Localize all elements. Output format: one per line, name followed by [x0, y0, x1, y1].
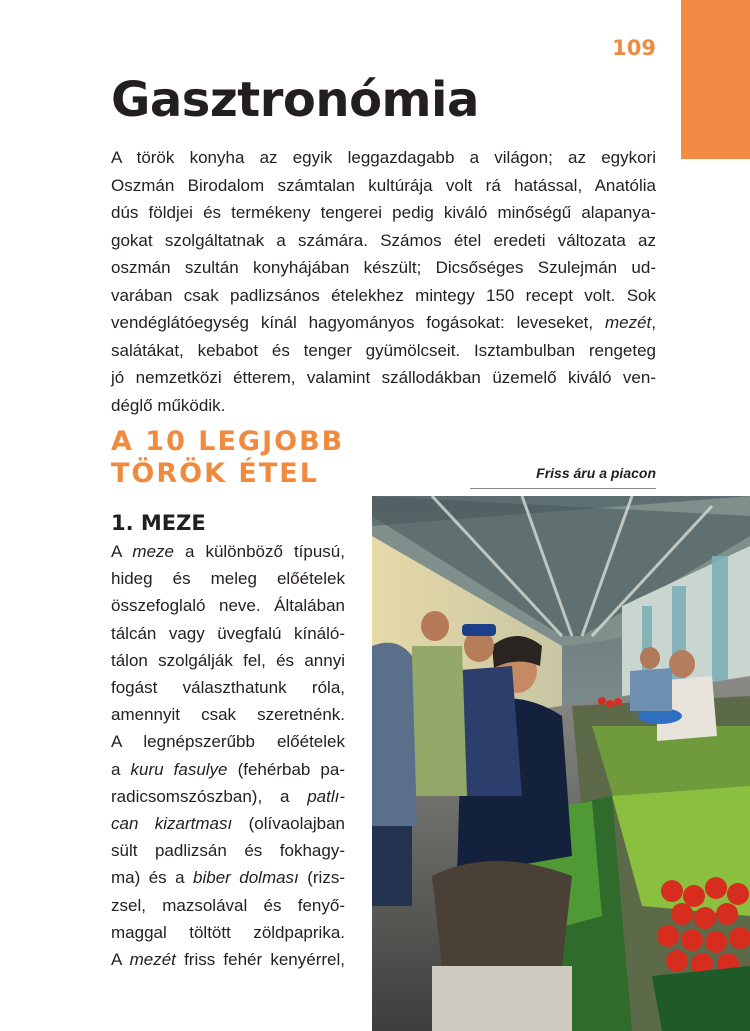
page-number: 109	[612, 36, 656, 60]
caption-divider	[470, 488, 656, 489]
section-heading: 1. MEZE	[111, 511, 206, 535]
top10-heading	[111, 426, 344, 490]
top10-line: A 10 LEGJOBB	[111, 426, 345, 457]
chapter-tab	[681, 0, 750, 159]
intro-line: Oszmán Birodalom számtalan kultúrája volt rá hatással, Anatólia	[111, 175, 656, 195]
intro-line: déglő működik.	[111, 395, 226, 415]
body-line: a kuru fasulye (fehérbab pa-	[111, 759, 345, 779]
body-line: amennyit csak szeretnénk.	[111, 705, 345, 725]
top10-line: TÖRÖK ÉTEL	[111, 458, 319, 489]
intro-line: dús földjei és termékeny tengerei pedig kiváló minőségű alapanya-	[111, 203, 656, 222]
intro-line: salátákat, kebabot és tenger gyümölcseit. Isztambulban rengeteg	[111, 340, 656, 360]
body-line: zsel, mazsolával és fenyő-	[111, 895, 345, 915]
page-title: Gasztronómia	[111, 72, 479, 128]
intro-line: oszmán szultán konyhájában készült; Dicsőséges Szulejmán ud-	[111, 258, 656, 277]
intro-line: A török konyha az egyik leggazdagabb a világon; az egykori	[111, 148, 656, 167]
body-line: sült padlizsán és fokhagy-	[111, 841, 345, 861]
body-line: radicsomszószban), a patlı-	[111, 786, 345, 806]
body-line: hideg és meleg előételek	[111, 569, 345, 589]
intro-line: gokat szolgáltatnak a számára. Számos étel eredeti változata az	[111, 230, 656, 250]
body-line: ma) és a biber dolması (rizs-	[111, 868, 345, 888]
photo-caption: Friss áru a piacon	[536, 465, 656, 481]
body-line: A meze a különböző típusú,	[111, 542, 345, 561]
market-photo	[372, 496, 750, 1031]
body-line: tálon szolgálják fel, és annyi	[111, 650, 345, 670]
section-body	[111, 538, 345, 973]
intro-line: vendéglátóegység kínál hagyományos fogásokat: leveseket, mezét,	[111, 313, 656, 332]
body-line: tálcán vagy üvegfalú kínáló-	[111, 623, 345, 643]
body-line: A legnépszerűbb előételek	[111, 732, 345, 752]
body-line: maggal töltött zöldpaprika.	[111, 922, 345, 942]
body-line: fogást választhatunk róla,	[111, 678, 345, 698]
body-line: can kizartması (olívaolajban	[111, 814, 345, 834]
intro-line: jó nemzetközi étterem, valamint szállodákban üzemelő kiváló ven-	[111, 368, 656, 387]
body-line: összefoglaló neve. Általában	[111, 596, 345, 616]
body-line: A mezét friss fehér kenyérrel,	[111, 950, 345, 970]
intro-line: varában csak padlizsános ételekhez mintegy 150 recept volt. Sok	[111, 285, 656, 305]
intro-paragraph	[111, 144, 656, 419]
